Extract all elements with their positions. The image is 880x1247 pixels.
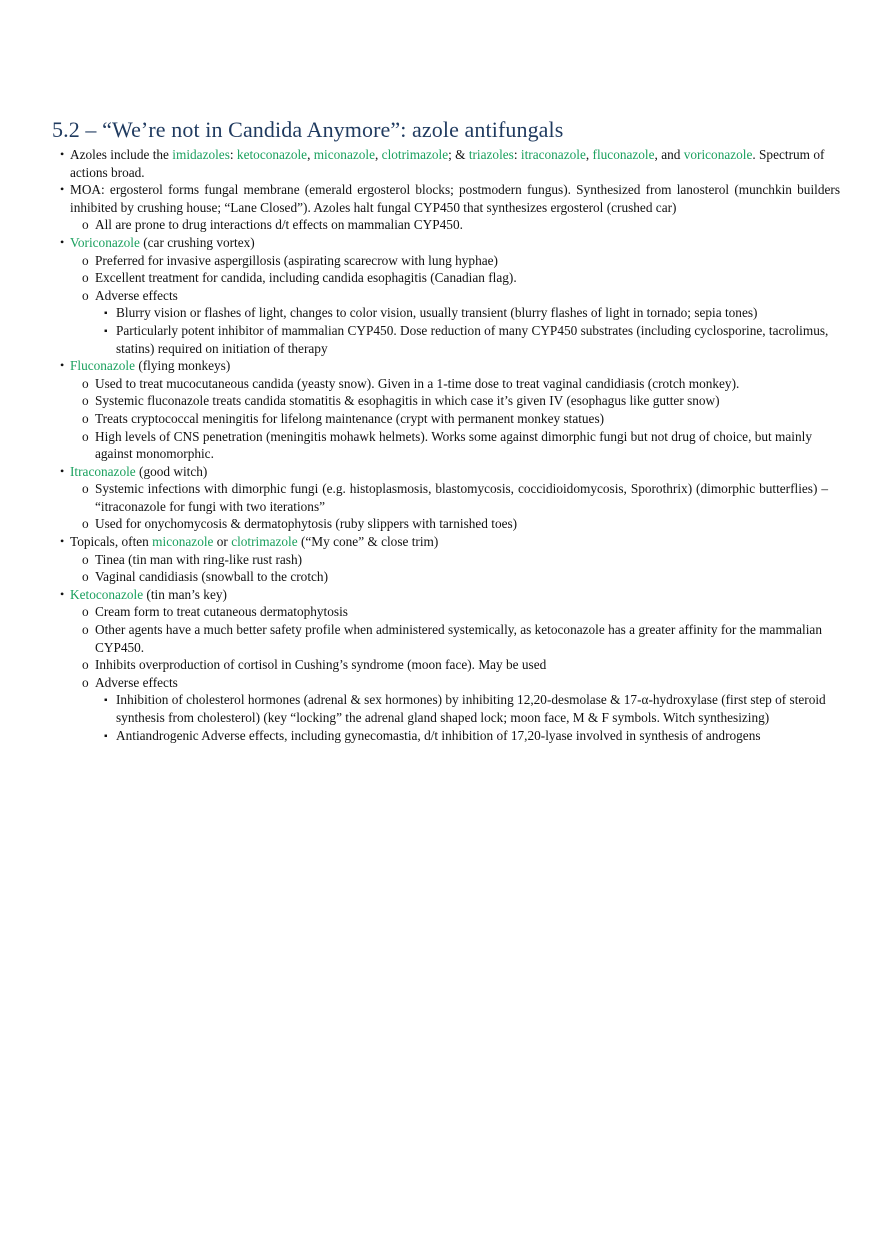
sub-marker: o	[82, 551, 89, 567]
subsub-item	[104, 304, 830, 322]
bullet-marker: •	[60, 463, 65, 478]
bullet-ketoconazole	[60, 586, 840, 604]
text: Systemic infections with dimorphic fungi (e.g. histoplasmosis, blastomycosis, coccidioidomycosis, Sporothrix) (dimorphic butterflies) – “itraconazole for fungi with two iterations”	[95, 481, 828, 514]
sub-marker: o	[82, 252, 89, 268]
sub-item	[82, 674, 828, 692]
drug-term: itraconazole	[520, 147, 586, 162]
text: Used to treat mucocutaneous candida (yeasty snow). Given in a 1-time dose to treat vaginal candidiasis (crotch monkey).	[95, 375, 740, 391]
text: ,	[307, 147, 314, 162]
sub-marker: o	[82, 481, 89, 497]
sub-item	[82, 252, 828, 270]
drug-term: ketoconazole	[236, 147, 308, 162]
text: ; &	[448, 147, 469, 162]
sub-marker: o	[82, 270, 89, 286]
subsub-item	[104, 691, 830, 726]
text: Other agents have a much better safety profile when administered systemically, as ketoconazole has a greater affinity for the mammalian CYP450.	[95, 622, 822, 655]
subsub-marker: ▪	[104, 308, 108, 320]
subsub-marker: ▪	[104, 695, 108, 707]
sub-item	[82, 568, 828, 586]
text: Adverse effects	[95, 674, 178, 690]
bullet-marker: •	[60, 234, 65, 249]
subsub-item	[104, 322, 830, 357]
text: Topicals, often	[70, 534, 153, 550]
bullet-topicals	[60, 533, 840, 551]
text: or	[213, 534, 232, 550]
bullet-marker: •	[60, 182, 65, 197]
sub-marker: o	[82, 604, 89, 620]
bullet-itraconazole	[60, 463, 840, 481]
bullet-marker: •	[60, 534, 65, 549]
sub-item	[82, 515, 828, 533]
sub-marker: o	[82, 622, 89, 638]
sub-marker: o	[82, 393, 89, 409]
sub-item	[82, 375, 828, 393]
text: Blurry vision or flashes of light, changes to color vision, usually transient (blurry flashes of light in tornado; sepia tones)	[116, 305, 758, 321]
text: . Spectrum of actions broad.	[70, 147, 825, 180]
text: Tinea (tin man with ring-like rust rash)	[95, 551, 303, 567]
bullet-marker: •	[60, 147, 65, 161]
text: (flying monkeys)	[135, 358, 231, 374]
sub-item	[82, 392, 828, 410]
sub-marker: o	[82, 410, 89, 426]
text: ,	[585, 147, 593, 162]
text: (“My cone” & close trim)	[297, 534, 439, 550]
sub-item	[82, 216, 828, 234]
sub-marker: o	[82, 217, 89, 233]
text: Cream form to treat cutaneous dermatophytosis	[95, 604, 348, 620]
sub-item	[82, 603, 828, 621]
drug-term: fluconazole	[592, 147, 655, 162]
text: Particularly potent inhibitor of mammalian CYP450. Dose reduction of many CYP450 substrates (including cyclosporine, tacrolimus, statins) required on initiation of therapy	[116, 322, 829, 356]
sub-marker: o	[82, 657, 89, 673]
drug-term: Fluconazole	[70, 358, 135, 374]
subsub-marker: ▪	[104, 730, 108, 742]
text: All are prone to drug interactions d/t effects on mammalian CYP450.	[95, 217, 463, 233]
text: Adverse effects	[95, 287, 178, 303]
drug-term: Itraconazole	[70, 463, 136, 479]
bullet-moa	[60, 181, 840, 216]
text: Preferred for invasive aspergillosis (aspirating scarecrow with lung hyphae)	[95, 252, 498, 268]
text: , and	[654, 147, 684, 162]
text: Inhibition of cholesterol hormones (adrenal & sex hormones) by inhibiting 12,20-desmolase & 17-α-hydroxylase (first step of steroid synthesis from cholesterol) (key “locking” the adrenal gland shaped lock; moon face, M & F symbols. Witch synthesizing)	[116, 692, 826, 725]
sub-item	[82, 410, 828, 428]
sub-item	[82, 287, 828, 305]
sub-marker: o	[82, 516, 89, 532]
sub-marker: o	[82, 674, 89, 690]
bullet-marker: •	[60, 358, 65, 373]
sub-item	[82, 428, 828, 463]
drug-term: voriconazole	[683, 147, 753, 162]
text: :	[513, 147, 521, 162]
sub-item	[82, 551, 828, 569]
drug-term: Voriconazole	[70, 234, 140, 250]
drug-term: clotrimazole	[381, 147, 449, 162]
sub-item	[82, 269, 828, 287]
text: Inhibits overproduction of cortisol in Cushing’s syndrome (moon face). May be used	[95, 657, 547, 673]
text: Antiandrogenic Adverse effects, including gynecomastia, d/t inhibition of 17,20-lyase involved in synthesis of androgens	[116, 727, 761, 743]
text: Azoles include the	[70, 147, 173, 162]
sub-marker: o	[82, 428, 89, 444]
text: (tin man’s key)	[143, 586, 227, 602]
sub-item	[82, 480, 828, 515]
bullet-fluconazole	[60, 357, 840, 375]
drug-term: miconazole	[313, 147, 376, 162]
drug-term: clotrimazole	[231, 534, 298, 550]
drug-term: Ketoconazole	[70, 586, 144, 602]
sub-marker: o	[82, 375, 89, 391]
text: Treats cryptococcal meningitis for lifelong maintenance (crypt with permanent monkey statues)	[95, 410, 605, 426]
text: (good witch)	[135, 463, 208, 479]
subsub-marker: ▪	[104, 325, 108, 337]
sub-item	[82, 656, 828, 674]
drug-term: triazoles	[468, 147, 514, 162]
text: ,	[375, 147, 382, 162]
text: Systemic fluconazole treats candida stomatitis & esophagitis in which case it’s given IV (esophagus like gutter snow)	[95, 393, 720, 409]
drug-term: miconazole	[152, 534, 214, 550]
sub-marker: o	[82, 569, 89, 585]
text: Vaginal candidiasis (snowball to the crotch)	[95, 569, 329, 585]
text: High levels of CNS penetration (meningitis mohawk helmets). Works some against dimorphic fungi but not drug of choice, but mainly against monomorphic.	[95, 428, 812, 462]
sub-marker: o	[82, 287, 89, 303]
text: (car crushing vortex)	[139, 234, 255, 250]
bullet-marker: •	[60, 586, 65, 601]
section-content	[0, 146, 880, 744]
bullet-voriconazole	[60, 234, 840, 252]
text: Excellent treatment for candida, including candida esophagitis (Canadian flag).	[95, 270, 517, 286]
section-title: 5.2 – “We’re not in Candida Anymore”: azole antifungals	[52, 117, 564, 142]
sub-item	[82, 621, 828, 656]
text: MOA: ergosterol forms fungal membrane (emerald ergosterol blocks; postmodern fungus). Synthesized from lanosterol (munchkin builders inhibited by crushing house; “Lane Closed”). Azoles halt fungal CYP450 that synthesizes ergosterol (crushed car)	[70, 182, 840, 215]
text: Used for onychomycosis & dermatophytosis (ruby slippers with tarnished toes)	[95, 516, 518, 532]
drug-term: imidazoles	[172, 147, 230, 162]
bullet-azoles	[60, 146, 840, 181]
text: :	[229, 147, 237, 162]
subsub-item	[104, 727, 830, 745]
